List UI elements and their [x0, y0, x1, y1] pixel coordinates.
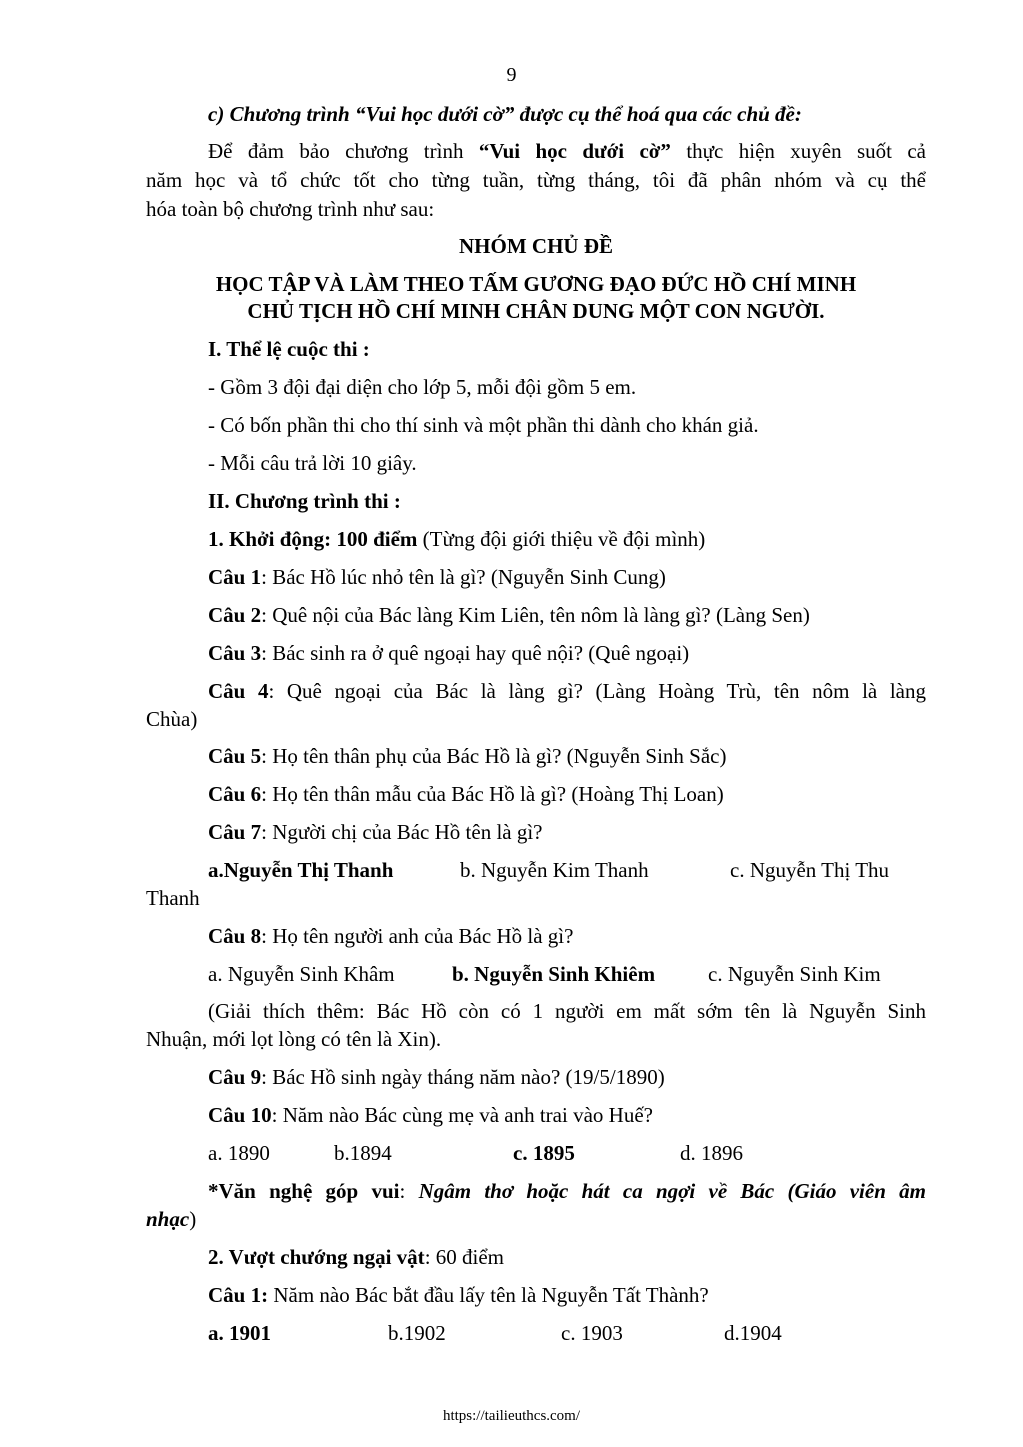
part2-question-1: Câu 1: Năm nào Bác bắt đầu lấy tên là Nguyễn Tất Thành? [208, 1283, 709, 1307]
question-5: Câu 5: Họ tên thân phụ của Bác Hồ là gì? (Nguyễn Sinh Sắc) [208, 744, 727, 768]
p2q1-option-b: b.1902 [388, 1321, 446, 1345]
p2q1-option-c: c. 1903 [561, 1321, 623, 1345]
rule-item: - Gồm 3 đội đại diện cho lớp 5, mỗi đội gồm 5 em. [208, 375, 637, 399]
title-sub: CHỦ TỊCH HỒ CHÍ MINH CHÂN DUNG MỘT CON NGƯỜI. [247, 299, 825, 323]
intro-line-2: năm học và tổ chức tốt cho từng tuần, từng tháng, tôi đã phân nhóm và cụ thể [146, 168, 926, 192]
rules-heading: I. Thể lệ cuộc thi : [208, 337, 370, 361]
p2q1-option-d: d.1904 [724, 1321, 782, 1345]
intro-line-1: Để đảm bảo chương trình “Vui học dưới cờ” thực hiện xuyên suốt cả [208, 139, 926, 163]
q10-option-b: b.1894 [334, 1141, 392, 1165]
heading-c: c) Chương trình “Vui học dưới cờ” được cụ thể hoá qua các chủ đề: [208, 102, 802, 126]
q7-option-a: a.Nguyễn Thị Thanh [208, 858, 394, 882]
program-heading: II. Chương trình thi : [208, 489, 401, 513]
rule-item: - Có bốn phần thi cho thí sinh và một phần thi dành cho khán giả. [208, 413, 759, 437]
q10-option-d: d. 1896 [680, 1141, 743, 1165]
q8-option-b: b. Nguyễn Sinh Khiêm [452, 962, 656, 986]
q7-option-b: b. Nguyễn Kim Thanh [460, 858, 649, 882]
question-10: Câu 10: Năm nào Bác cùng mẹ và anh trai vào Huế? [208, 1103, 653, 1127]
q8-note-line-2: Nhuận, mới lọt lòng có tên là Xin). [146, 1027, 442, 1051]
culture-line-cont: nhạc) [146, 1207, 197, 1231]
page-number: 9 [506, 64, 517, 86]
q7-option-c-cont: Thanh [146, 886, 200, 910]
question-4-cont: Chùa) [146, 707, 198, 731]
question-1: Câu 1: Bác Hồ lúc nhỏ tên là gì? (Nguyễn Sinh Cung) [208, 565, 666, 589]
q8-note-line-1: (Giải thích thêm: Bác Hồ còn có 1 người em mất sớm tên là Nguyễn Sinh [208, 999, 926, 1023]
question-7: Câu 7: Người chị của Bác Hồ tên là gì? [208, 820, 543, 844]
intro-line-3: hóa toàn bộ chương trình như sau: [146, 197, 435, 221]
footer-url: https://tailieuthcs.com/ [442, 1408, 581, 1424]
question-8: Câu 8: Họ tên người anh của Bác Hồ là gì? [208, 924, 574, 948]
q8-option-c: c. Nguyễn Sinh Kim [708, 962, 881, 986]
question-2: Câu 2: Quê nội của Bác làng Kim Liên, tên nôm là làng gì? (Làng Sen) [208, 603, 810, 627]
culture-line: *Văn nghệ góp vui: Ngâm thơ hoặc hát ca ngợi về Bác (Giáo viên âm [208, 1179, 926, 1203]
part1-heading: 1. Khởi động: 100 điểm (Từng đội giới thiệu về đội mình) [208, 527, 706, 551]
q10-option-a: a. 1890 [208, 1141, 270, 1165]
q7-option-c: c. Nguyễn Thị Thu [730, 858, 890, 882]
question-3: Câu 3: Bác sinh ra ở quê ngoại hay quê nội? (Quê ngoại) [208, 641, 690, 665]
title-main: HỌC TẬP VÀ LÀM THEO TẤM GƯƠNG ĐẠO ĐỨC HỒ CHÍ MINH [215, 272, 857, 296]
p2q1-option-a: a. 1901 [208, 1321, 271, 1345]
rule-item: - Mỗi câu trả lời 10 giây. [208, 451, 417, 475]
q10-option-c: c. 1895 [513, 1141, 575, 1165]
question-4: Câu 4: Quê ngoại của Bác là làng gì? (Làng Hoàng Trù, tên nôm là làng [208, 679, 926, 703]
part2-heading: 2. Vượt chướng ngại vật: 60 điểm [208, 1245, 505, 1269]
title-group: NHÓM CHỦ ĐỀ [459, 234, 613, 258]
question-6: Câu 6: Họ tên thân mẫu của Bác Hồ là gì? (Hoàng Thị Loan) [208, 782, 724, 806]
q8-option-a: a. Nguyễn Sinh Khâm [208, 962, 395, 986]
question-9: Câu 9: Bác Hồ sinh ngày tháng năm nào? (19/5/1890) [208, 1065, 665, 1089]
